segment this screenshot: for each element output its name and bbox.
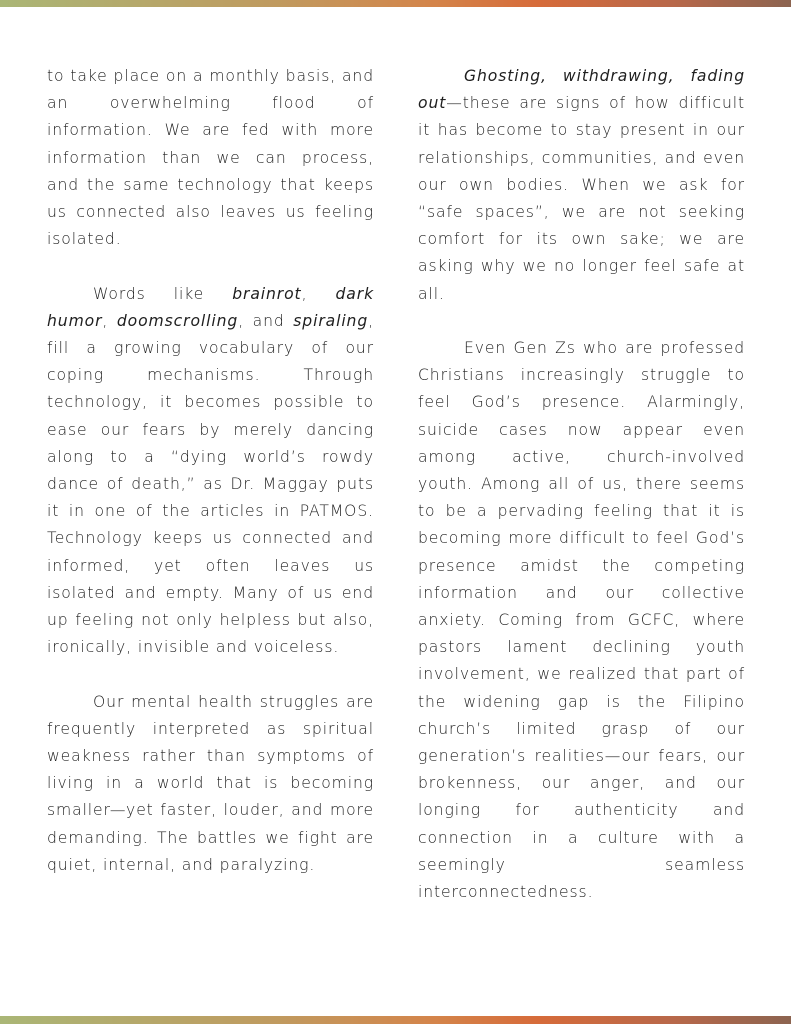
italic-term: brainrot [232, 284, 302, 303]
paragraph-mental-health: Our mental health struggles are frequently interpreted as spiritual weakness rather than symptoms of living in a world that is becoming smaller—yet faster, louder, and more demanding. The battles we fight are quiet, internal, and paralyzing. [47, 692, 374, 874]
text-run: , [301, 284, 336, 303]
italic-term: dark humor [47, 284, 374, 330]
paragraph-coping-vocabulary [47, 281, 374, 662]
text-run: Words like [93, 284, 233, 303]
italic-term: doomscrolling [116, 311, 239, 330]
bottom-gradient-bar [0, 1016, 791, 1024]
text-run: , and [238, 311, 294, 330]
text-run: —these are signs of how difficult it has become to stay present in our relationships, communities, and even our own bodies. When we ask for “safe spaces”, we are not seeking comfort for its own sake; we are asking why we no longer feel safe at all. [418, 94, 745, 303]
italic-term: Ghosting, withdrawing, fading out [418, 67, 745, 113]
paragraph-gen-z: Even Gen Zs who are professed Christians increasingly struggle to feel God’s presence. Alarmingly, suicide cases now appear even among active, church-involved youth. Among all of us, there seems to be a pervading feeling that it is becoming more difficult to feel God’s presence amidst the competing information and our collective anxiety. Coming from GCFC, where pastors lament declining youth involvement, we realized that part of the widening gap is the Filipino church’s limited grasp of our generation’s realities—our fears, our brokenness, our anger, and our longing for authenticity and connection in a culture with a seemingly seamless interconnectedness. [418, 339, 745, 902]
paragraph-ghosting [418, 63, 745, 308]
text-run: , fill a growing vocabulary of our coping mechanisms. Through technology, it becomes possible to ease our fears by merely dancing along to a “dying world’s rowdy dance of death,” as Dr. Maggay puts it in one of the articles in PATMOS. Technology keeps us connected and informed, yet often leaves us isolated and empty. Many of us end up feeling not only helpless but also, ironically, invisible and voiceless. [47, 311, 374, 657]
right-column [418, 63, 745, 933]
italic-term: spiraling [293, 311, 369, 330]
left-column [47, 63, 374, 906]
paragraph-continuation: to take place on a monthly basis, and an overwhelming flood of information. We are fed with more information than we can process, and the same technology that keeps us connected also leaves us feeling isolated. [47, 67, 374, 249]
top-gradient-bar [0, 0, 791, 7]
text-run: , [102, 311, 117, 330]
